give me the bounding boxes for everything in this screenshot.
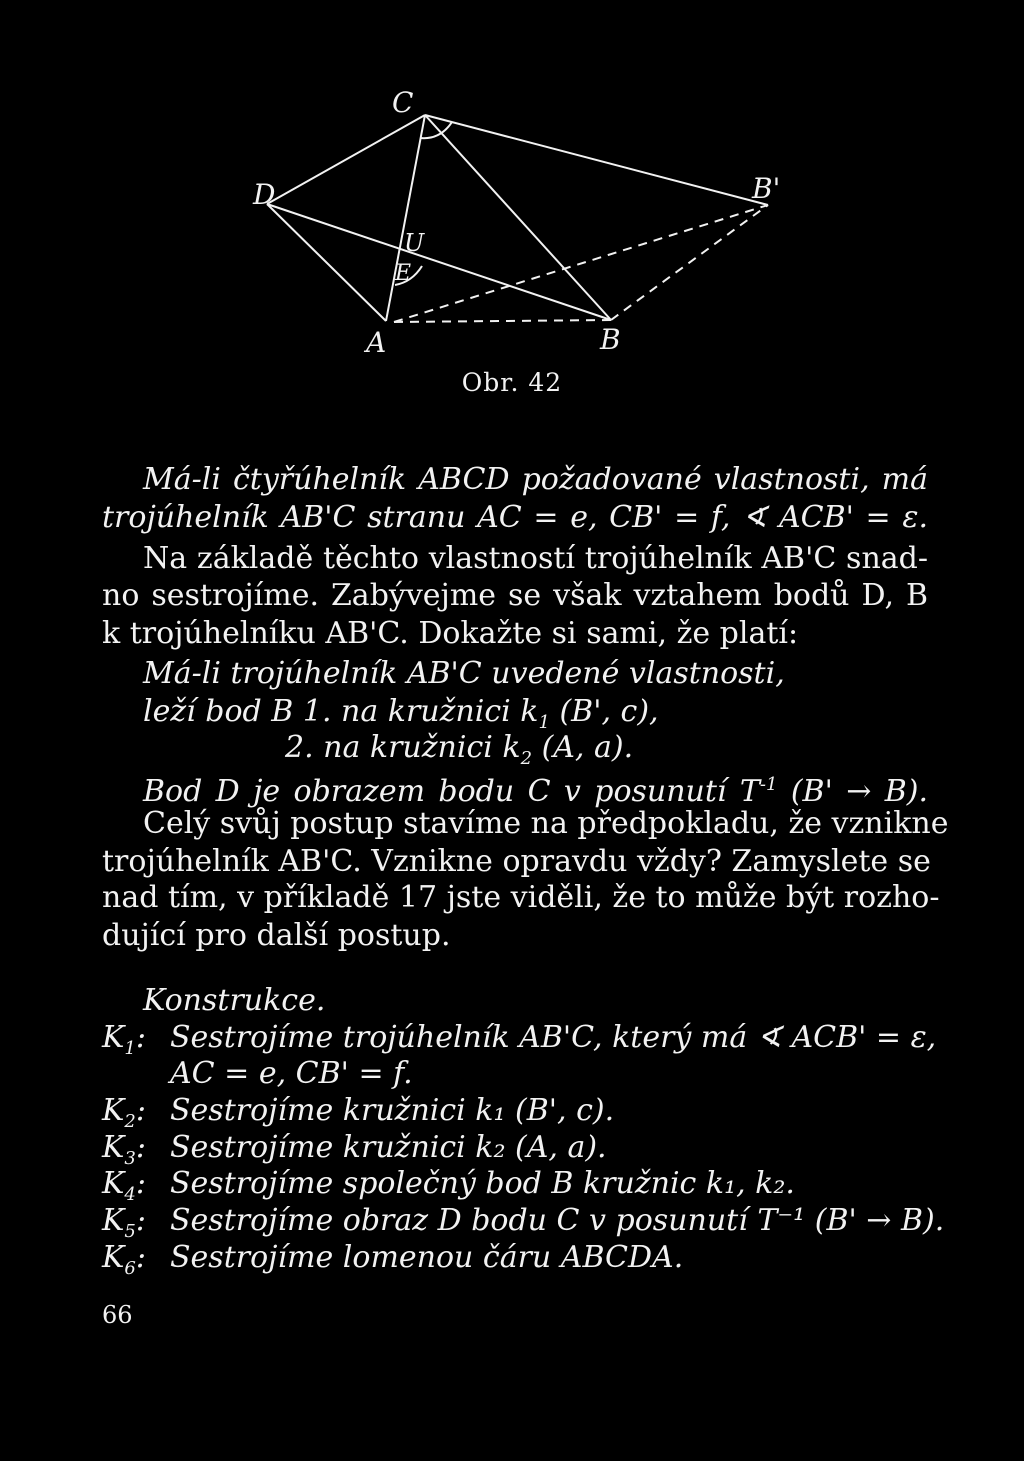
dashed-ab-prime — [394, 205, 768, 322]
edge-da — [267, 204, 386, 321]
statement-line1: Má-li trojúhelník AB'C uvedené vlastnosti, — [143, 656, 785, 691]
para3-line1: Celý svůj postup stavíme na předpokladu, že vznikne — [143, 806, 949, 841]
edge-cb-prime — [425, 115, 768, 205]
para2-line2: no sestrojíme. Zabývejme se však vztahem bodů D, B — [102, 578, 928, 613]
para3-line4: dující pro další postup. — [102, 918, 451, 953]
edge-ca — [386, 115, 425, 321]
page-number: 66 — [102, 1301, 133, 1329]
step-label: $K_3$: — [102, 1130, 146, 1169]
step-text: Sestrojíme trojúhelník AB'C, který má ∢ ACB' = ε, — [170, 1020, 937, 1055]
figure-caption: Obr. 42 — [461, 368, 563, 397]
step-text: Sestrojíme lomenou čáru ABCDA. — [170, 1240, 684, 1275]
para3-line2: trojúhelník AB'C. Vznikne opravdu vždy? Zamyslete se — [102, 844, 931, 879]
dashed-bb-prime — [611, 205, 768, 320]
statement-line3: 2. na kružnici $k_2$ (A, a). — [285, 730, 634, 769]
angle-arc-c — [420, 122, 452, 138]
label-u: U — [404, 229, 425, 257]
step-label: $K_1$: — [102, 1020, 146, 1059]
label-b: B — [600, 323, 621, 356]
dashed-ab — [394, 320, 611, 322]
edge-dc — [267, 115, 425, 204]
step-label: $K_6$: — [102, 1240, 146, 1279]
statement-line4: Bod D je obrazem bodu C v posunutí $T^{-1}$ (B' → B). — [143, 774, 928, 809]
label-a: A — [366, 326, 387, 359]
step-text: Sestrojíme společný bod B kružnic k₁, k₂. — [170, 1166, 795, 1201]
construction-heading: Konstrukce. — [143, 983, 326, 1018]
label-e: E — [395, 261, 412, 286]
para1-line2: trojúhelník AB'C stranu AC = e, CB' = f, ∢ ACB' = ε. — [102, 500, 928, 535]
geometry-figure — [0, 0, 1024, 420]
para3-line3: nad tím, v příkladě 17 jste viděli, že to může být rozho- — [102, 880, 940, 915]
step-label: $K_5$: — [102, 1203, 146, 1242]
label-b-prime: B' — [752, 172, 781, 205]
step-text: Sestrojíme kružnici k₂ (A, a). — [170, 1130, 607, 1165]
label-d: D — [253, 178, 276, 211]
para1-line1: Má-li čtyřúhelník ABCD požadované vlastnosti, má — [143, 462, 928, 497]
statement-line2: leží bod B 1. na kružnici $k_1$ (B', c), — [143, 694, 659, 733]
para2-line3: k trojúhelníku AB'C. Dokažte si sami, že platí: — [102, 616, 799, 651]
step-label: $K_2$: — [102, 1093, 146, 1132]
step-text: Sestrojíme obraz D bodu C v posunutí T⁻¹ (B' → B). — [170, 1203, 945, 1238]
label-c: C — [392, 86, 414, 119]
para2-line1: Na základě těchto vlastností trojúhelník AB'C snad- — [143, 541, 928, 576]
step-text: Sestrojíme kružnici k₁ (B', c). — [170, 1093, 615, 1128]
step-text: AC = e, CB' = f. — [170, 1056, 413, 1091]
step-label: $K_4$: — [102, 1166, 146, 1205]
